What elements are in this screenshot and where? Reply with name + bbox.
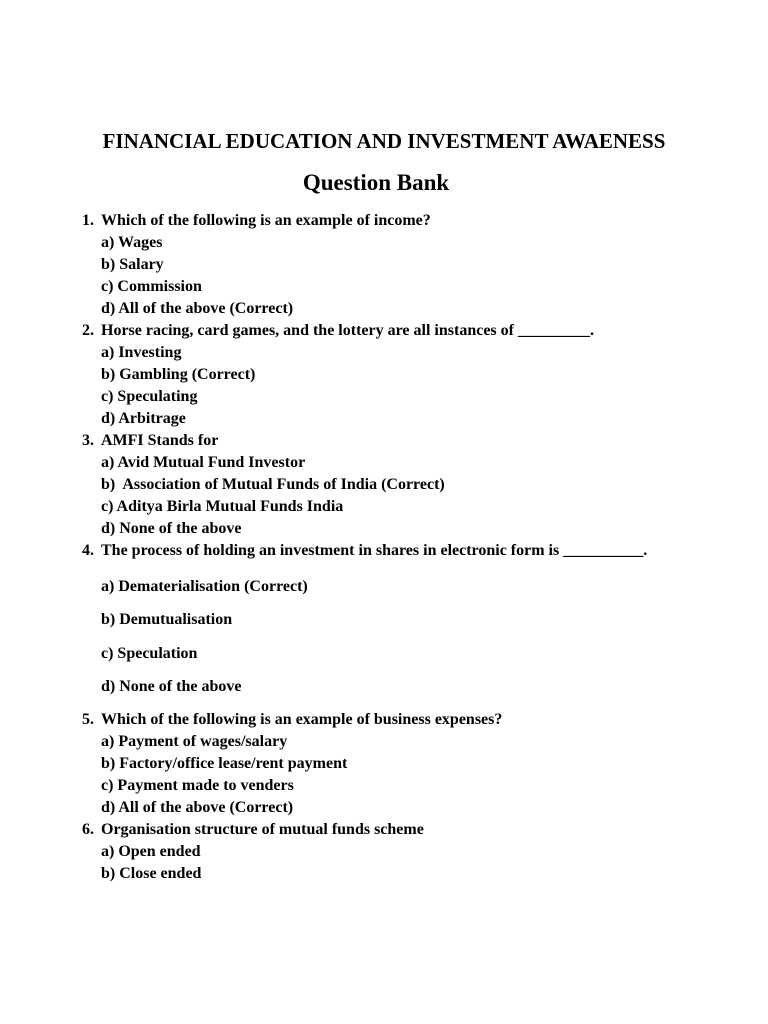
question-3: [0, 430, 768, 540]
question-text: The process of holding an investment in shares in electronic form is __________.: [101, 542, 648, 559]
question-6: [0, 819, 768, 885]
document-subtitle: Question Bank: [302, 170, 450, 195]
question-text: Organisation structure of mutual funds scheme: [101, 821, 424, 838]
option-a: a) Dematerialisation (Correct): [101, 577, 308, 595]
option-c: c) Commission: [101, 278, 202, 295]
question-text: AMFI Stands for: [101, 432, 219, 449]
question-2: [0, 320, 768, 430]
option-c: c) Speculation: [101, 644, 198, 662]
option-d: d) None of the above: [101, 678, 242, 695]
option-b: b) Close ended: [101, 865, 202, 882]
option-b: b) Salary: [101, 256, 164, 273]
question-text: Which of the following is an example of income?: [101, 212, 431, 229]
question-list: [0, 210, 768, 885]
option-a: a) Investing: [101, 344, 182, 361]
option-d: d) None of the above: [101, 520, 242, 537]
option-d: d) All of the above (Correct): [101, 799, 294, 816]
option-list: [0, 731, 768, 819]
option-b: b) Factory/office lease/rent payment: [101, 755, 348, 772]
option-list: [0, 452, 768, 540]
question-number: 1.: [82, 212, 94, 229]
option-c: c) Speculating: [101, 388, 198, 405]
option-list: [0, 232, 768, 320]
question-number: 5.: [82, 711, 94, 728]
question-4: [0, 540, 768, 709]
option-list: [0, 578, 768, 710]
option-a: a) Payment of wages/salary: [101, 733, 288, 750]
question-number: 4.: [82, 542, 94, 559]
question-text: Which of the following is an example of business expenses?: [101, 711, 503, 728]
question-5: [0, 709, 768, 819]
document-title: FINANCIAL EDUCATION AND INVESTMENT AWAENESS: [102, 129, 666, 153]
option-d: d) Arbitrage: [101, 410, 186, 427]
option-d: d) All of the above (Correct): [101, 300, 294, 317]
option-c: c) Payment made to venders: [101, 777, 294, 794]
option-list: [0, 342, 768, 430]
option-c: c) Aditya Birla Mutual Funds India: [101, 498, 344, 515]
question-text: Horse racing, card games, and the lottery are all instances of _________.: [101, 322, 594, 339]
option-b: b) Demutualisation: [101, 611, 233, 628]
option-a: a) Wages: [101, 234, 163, 251]
option-b: b) Association of Mutual Funds of India (Correct): [101, 476, 445, 493]
question-number: 3.: [82, 432, 94, 449]
question-number: 2.: [82, 322, 94, 339]
question-1: [0, 210, 768, 320]
question-number: 6.: [82, 821, 94, 838]
option-list: [0, 841, 768, 885]
option-a: a) Open ended: [101, 843, 201, 860]
option-a: a) Avid Mutual Fund Investor: [101, 454, 306, 471]
option-b: b) Gambling (Correct): [101, 366, 256, 383]
